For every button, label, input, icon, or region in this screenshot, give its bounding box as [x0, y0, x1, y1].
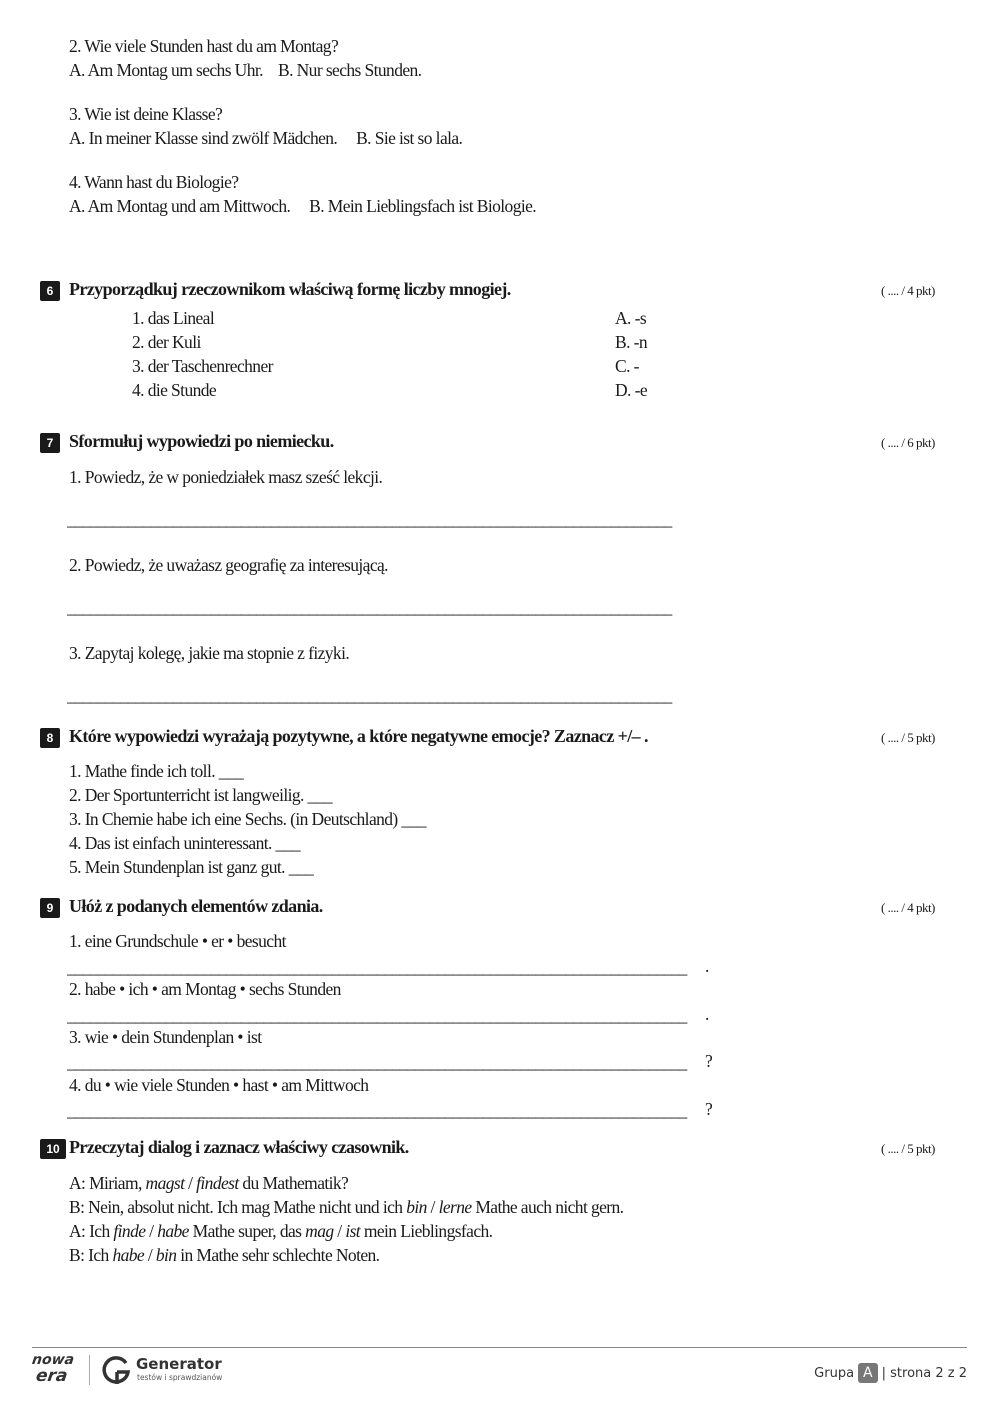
task-9-number-badge: 9 [40, 898, 60, 918]
answer-b: B. Nur sechs Stunden. [278, 60, 422, 80]
task-10-dialog-line-2 [69, 1195, 623, 1219]
task-9-end-2: . [705, 1004, 709, 1024]
task-6-ending-c: C. - [615, 356, 639, 376]
task-8-number-badge: 8 [40, 728, 60, 748]
dialog-text: Mathe auch nicht gern. [471, 1197, 624, 1217]
verb-option[interactable]: lerne [438, 1197, 472, 1217]
verb-option[interactable]: bin [406, 1197, 427, 1217]
task-9-answer-line-2[interactable]: __________________________________________________________________________________ . [67, 1004, 709, 1025]
footer-divider [32, 1347, 967, 1348]
task-10-points: ( .... / 5 pkt) [881, 1141, 935, 1156]
task-9-answer-line-3[interactable]: __________________________________________________________________________________ ? [67, 1051, 713, 1072]
page-number: | strona 2 z 2 [881, 1366, 967, 1381]
task-6-noun-4: 4. die Stunde [132, 380, 217, 400]
verb-option[interactable]: magst [145, 1173, 185, 1193]
task-7-item-2: 2. Powiedz, że uważasz geografię za interesującą. [69, 555, 388, 575]
task-9-title: Ułóż z podanych elementów zdania. [69, 896, 323, 916]
verb-option[interactable]: mag [305, 1221, 334, 1241]
dialog-text: B: Nein, absolut nicht. Ich mag Mathe nicht und ich [69, 1197, 407, 1217]
answer-a: A. Am Montag und am Mittwoch. [69, 196, 291, 216]
question-4: 4. Wann hast du Biologie? [69, 172, 239, 192]
verb-option[interactable]: habe [112, 1245, 145, 1265]
dialog-text: A: Miriam, [69, 1173, 146, 1193]
verb-option[interactable]: findest [196, 1173, 239, 1193]
task-8-item-1[interactable]: 1. Mathe finde ich toll. ___ [69, 761, 244, 781]
question-3: 3. Wie ist deine Klasse? [69, 104, 223, 124]
dialog-slash: / [184, 1173, 197, 1193]
task-9-end-1: . [705, 956, 709, 976]
generator-g-icon [100, 1354, 132, 1386]
logo-divider [89, 1355, 90, 1385]
dialog-slash: / [144, 1245, 156, 1265]
dialog-slash: / [426, 1197, 439, 1217]
task-7-points: ( .... / 6 pkt) [881, 435, 935, 450]
logo-nowa: nowa [30, 1352, 76, 1368]
task-7-answer-line-2[interactable]: ________________________________________________________________________________ [67, 597, 672, 617]
task-8-item-3[interactable]: 3. In Chemie habe ich eine Sechs. (in Deutschland) ___ [69, 809, 426, 829]
task-9-answer-line-4[interactable]: __________________________________________________________________________________ ? [67, 1099, 713, 1120]
task-6-noun-2: 2. der Kuli [132, 332, 201, 352]
task-8-item-2[interactable]: 2. Der Sportunterricht ist langweilig. ___ [69, 785, 333, 805]
task-7-answer-line-3[interactable]: ________________________________________________________________________________ [67, 685, 672, 705]
dialog-text: B: Ich [69, 1245, 113, 1265]
task-6-points: ( .... / 4 pkt) [881, 283, 935, 298]
question-2: 2. Wie viele Stunden hast du am Montag? [69, 36, 339, 56]
task-6-ending-d: D. -e [615, 380, 647, 400]
task-10-number-badge: 10 [40, 1139, 66, 1159]
task-7-title: Sformułuj wypowiedzi po niemiecku. [69, 431, 334, 451]
task-7-item-3: 3. Zapytaj kolegę, jakie ma stopnie z fizyki. [69, 643, 350, 663]
task-9-item-4: 4. du • wie viele Stunden • hast • am Mittwoch [69, 1075, 369, 1095]
answer-a: A. In meiner Klasse sind zwölf Mädchen. [69, 128, 338, 148]
question-2-answers [69, 58, 421, 82]
dialog-text: A: Ich [69, 1221, 114, 1241]
task-8-title: Które wypowiedzi wyrażają pozytywne, a które negatywne emocje? Zaznacz +/– . [69, 726, 648, 746]
dialog-text: Mathe super, das [188, 1221, 306, 1241]
task-6-noun-1: 1. das Lineal [132, 308, 215, 328]
task-9-end-3: ? [705, 1051, 713, 1071]
task-9-answer-line-1[interactable]: __________________________________________________________________________________ . [67, 956, 709, 977]
task-8-points: ( .... / 5 pkt) [881, 730, 935, 745]
task-9-item-3: 3. wie • dein Stundenplan • ist [69, 1027, 262, 1047]
task-6-number-badge: 6 [40, 281, 60, 301]
dialog-slash: / [145, 1221, 158, 1241]
grupa-badge: A [858, 1363, 878, 1383]
dialog-slash: / [333, 1221, 346, 1241]
task-10-dialog-line-3 [69, 1219, 492, 1243]
task-9-item-2: 2. habe • ich • am Montag • sechs Stunden [69, 979, 341, 999]
task-6-ending-b: B. -n [615, 332, 648, 352]
dialog-text: du Mathematik? [238, 1173, 349, 1193]
task-9-points: ( .... / 4 pkt) [881, 900, 935, 915]
generator-subtitle: testów i sprawdzianów [137, 1373, 223, 1382]
answer-b: B. Sie ist so lala. [356, 128, 463, 148]
answer-b: B. Mein Lieblingsfach ist Biologie. [309, 196, 537, 216]
logo-era: era [34, 1366, 69, 1386]
task-6-noun-3: 3. der Taschenrechner [132, 356, 273, 376]
generator-title: Generator [136, 1355, 222, 1373]
task-6-ending-a: A. -s [615, 308, 647, 328]
task-7-number-badge: 7 [40, 433, 60, 453]
task-10-dialog-line-4 [69, 1243, 379, 1267]
verb-option[interactable]: finde [113, 1221, 146, 1241]
task-9-item-1: 1. eine Grundschule • er • besucht [69, 931, 286, 951]
verb-option[interactable]: bin [155, 1245, 177, 1265]
verb-option[interactable]: ist [345, 1221, 361, 1241]
page-info [814, 1363, 967, 1383]
dialog-text: in Mathe sehr schlechte Noten. [176, 1245, 380, 1265]
nowa-era-logo [32, 1353, 80, 1389]
task-7-answer-line-1[interactable]: ________________________________________________________________________________ [67, 509, 672, 529]
task-9-end-4: ? [705, 1099, 713, 1119]
verb-option[interactable]: habe [157, 1221, 189, 1241]
dialog-text: mein Lieblingsfach. [360, 1221, 493, 1241]
answer-a: A. Am Montag um sechs Uhr. [69, 60, 263, 80]
question-4-answers [69, 194, 536, 218]
task-8-item-4[interactable]: 4. Das ist einfach uninteressant. ___ [69, 833, 301, 853]
grupa-label: Grupa [814, 1366, 855, 1381]
task-10-dialog-line-1 [69, 1171, 348, 1195]
task-10-title: Przeczytaj dialog i zaznacz właściwy czasownik. [69, 1137, 409, 1157]
task-7-item-1: 1. Powiedz, że w poniedziałek masz sześć lekcji. [69, 467, 383, 487]
task-8-item-5[interactable]: 5. Mein Stundenplan ist ganz gut. ___ [69, 857, 314, 877]
question-3-answers [69, 126, 462, 150]
task-6-title: Przyporządkuj rzeczownikom właściwą formę liczby mnogiej. [69, 279, 511, 299]
